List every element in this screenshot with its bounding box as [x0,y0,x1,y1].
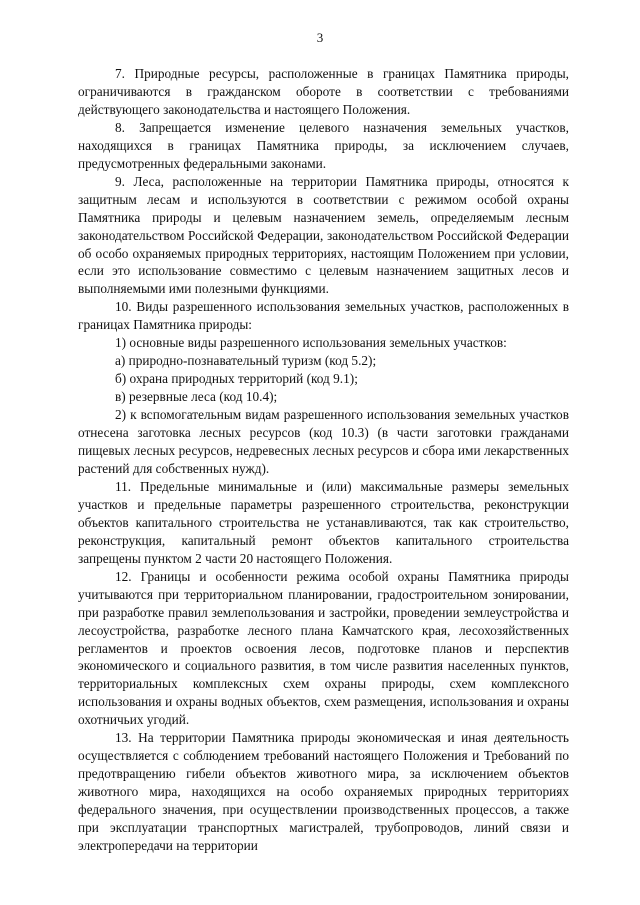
paragraph-10-item-1b: б) охрана природных территорий (код 9.1); [115,371,358,387]
paragraph-10-item-1a: а) природно-познавательный туризм (код 5.2); [115,353,377,369]
paragraph-9: 9. Леса, расположенные на территории Памятника природы, относятся к защитным лесам и используются в соответствии с режимом особой охраны Памятника природы и целевым назначением земель, определяемым лесным законодательством Российской Федерации, законодательством Российской Федерации об особо охраняемых природных территориях, настоящим Положением при условии, если это использование совместимо с целевым назначением защитных лесов и выполняемыми ими полезными функциями. [78,173,569,297]
document-body [78,65,569,855]
paragraph-10-item-2: 2) к вспомогательным видам разрешенного использования земельных участков отнесена заготовка лесных ресурсов (код 10.3) (в части заготовки гражданами пищевых лесных ресурсов, недревесных лесных ресурсов и сбора ими лекарственных растений для собственных нужд). [78,407,569,476]
page-number: 3 [316,30,324,45]
paragraph-7: 7. Природные ресурсы, расположенные в границах Памятника природы, ограничиваются в гражданском обороте в соответствии с требованиями действующего законодательства и настоящего Положения. [78,66,569,117]
paragraph-8: 8. Запрещается изменение целевого назначения земельных участков, находящихся в границах Памятника природы, за исключением случаев, предусмотренных федеральными законами. [78,119,569,171]
paragraph-10-item-1c: в) резервные леса (код 10.4); [115,389,278,405]
paragraph-12: 12. Границы и особенности режима особой охраны Памятника природы учитываются при территориальном планировании, градостроительном зонировании, при разработке правил землепользования и застройки, проведении землеустройства и лесоустройства, разработке лесного плана Камчатского края, лесохозяйственных регламентов и проектов освоения лесов, подготовке планов и перспектив экономического и социального развития, в том числе развития населенных пунктов, территориальных комплексных схем охраны природы, схем комплексного использования и охраны водных объектов, схем размещения, использования и охраны охотничьих угодий. [78,568,569,728]
paragraph-11: 11. Предельные минимальные и (или) максимальные размеры земельных участков и предельные параметры разрешенного строительства, реконструкции объектов капитального строительства не устанавливаются, так как строительство, реконструкция, капитальный ремонт объектов капитального строительства запрещены пунктом 2 части 20 настоящего Положения. [78,478,569,566]
paragraph-10: 10. Виды разрешенного использования земельных участков, расположенных в границах Памятника природы: [78,299,569,333]
paragraph-10-item-1: 1) основные виды разрешенного использования земельных участков: [115,335,507,351]
paragraph-13: 13. На территории Памятника природы экономическая и иная деятельность осуществляется с соблюдением требований настоящего Положения и Требований по предотвращению гибели объектов животного мира, за исключением объектов животного мира, находящихся на особо охраняемых природных территориях федерального значения, при осуществлении производственных процессов, а также при эксплуатации транспортных магистралей, трубопроводов, линий связи и электропередачи на территории [78,730,569,853]
